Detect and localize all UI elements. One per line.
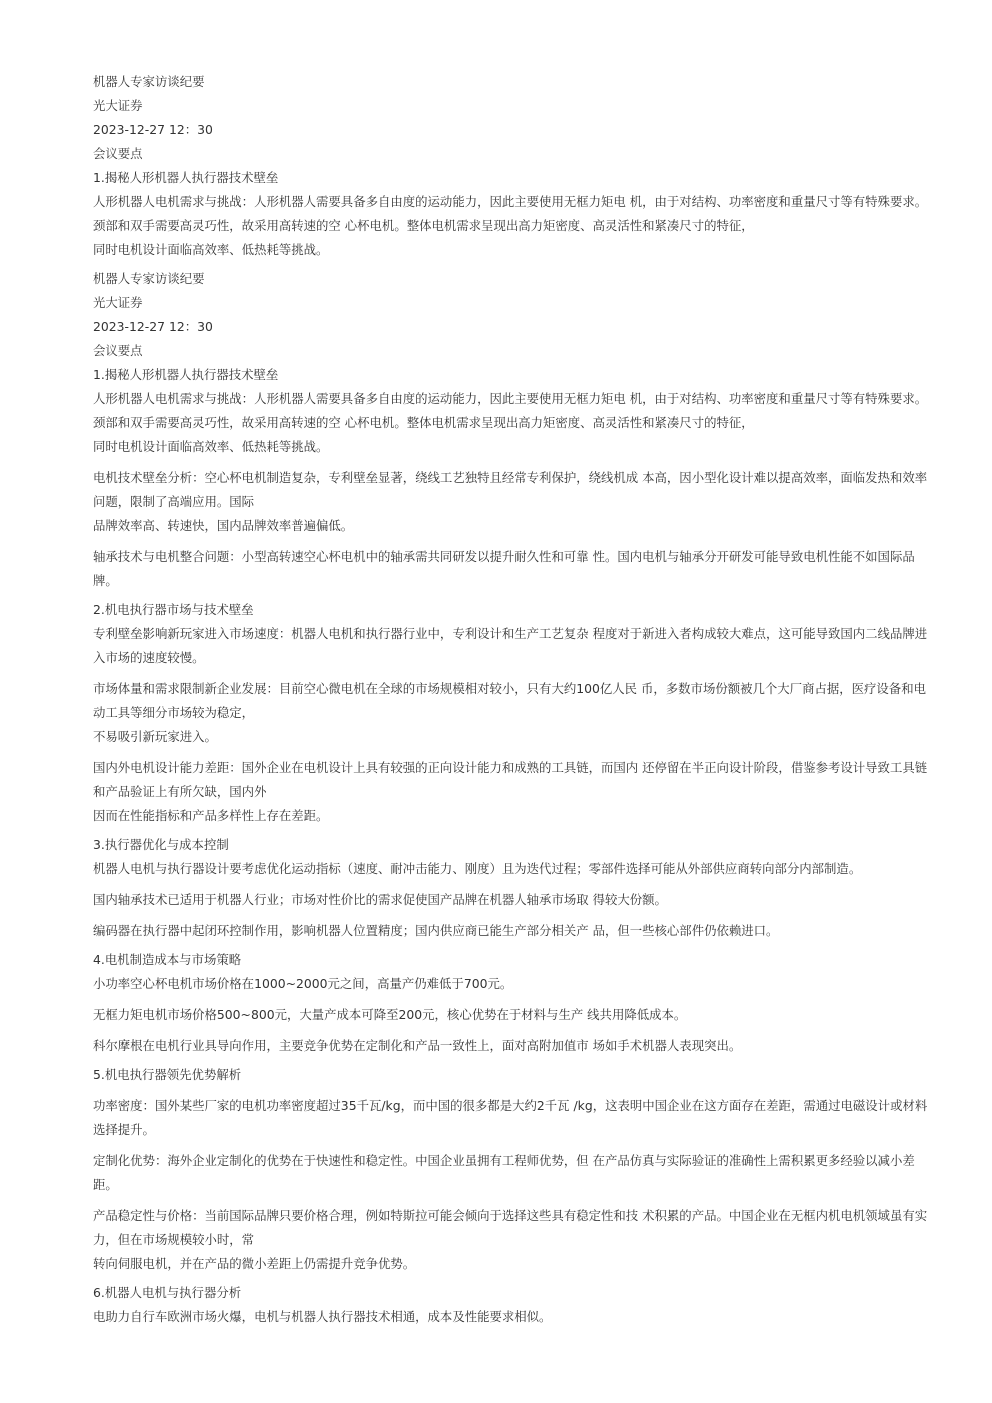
doc-title: 机器人专家访谈纪要: [93, 271, 205, 286]
paragraph: 定制化优势：海外企业定制化的优势在于快速性和稳定性。中国企业虽拥有工程师优势，但 在产品仿真与实际验证的准确性上需积累更多经验以减小差距。: [93, 1153, 915, 1192]
document-body: [93, 70, 938, 1329]
section-heading: 1.揭秘人形机器人执行器技术壁垒: [93, 367, 279, 382]
section-heading: 2.机电执行器市场与技术壁垒: [93, 602, 254, 617]
paragraph: 国内外电机设计能力差距：国外企业在电机设计上具有较强的正向设计能力和成熟的工具链，而国内 还停留在半正向设计阶段，借鉴参考设计导致工具链和产品验证上有所欠缺，国内外 因而在性能指标和产品多样性上存在差距。: [93, 760, 928, 823]
doc-org: 光大证券: [93, 98, 143, 113]
section-heading: 1.揭秘人形机器人执行器技术壁垒: [93, 170, 279, 185]
paragraph: 编码器在执行器中起闭环控制作用，影响机器人位置精度；国内供应商已能生产部分相关产 品，但一些核心部件仍依赖进口。: [93, 923, 779, 938]
paragraph: 轴承技术与电机整合问题：小型高转速空心杯电机中的轴承需共同研发以提升耐久性和可靠 性。国内电机与轴承分开研发可能导致电机性能不如国际品牌。: [93, 549, 915, 588]
section-heading: 5.机电执行器领先优势解析: [93, 1067, 242, 1082]
section-heading: 6.机器人电机与执行器分析: [93, 1285, 242, 1300]
paragraph: 市场体量和需求限制新企业发展：目前空心微电机在全球的市场规模相对较小，只有大约100亿人民 币，多数市场份额被几个大厂商占据，医疗设备和电动工具等细分市场较为稳定， 不易吸引新玩家进入。: [93, 681, 926, 744]
paragraph: 电助力自行车欧洲市场火爆，电机与机器人执行器技术相通，成本及性能要求相似。: [93, 1309, 552, 1324]
paragraph: 功率密度：国外某些厂家的电机功率密度超过35千瓦/kg，而中国的很多都是大约2千瓦 /kg，这表明中国企业在这方面存在差距，需通过电磁设计或材料选择提升。: [93, 1098, 928, 1137]
highlights-label: 会议要点: [93, 146, 143, 161]
paragraph: 产品稳定性与价格：当前国际品牌只要价格合理，例如特斯拉可能会倾向于选择这些具有稳定性和技 术积累的产品。中国企业在无框内机电机领域虽有实力，但在市场规模较小时，常 转向伺服电机，并在产品的微小差距上仍需提升竞争优势。: [93, 1208, 928, 1271]
doc-title: 机器人专家访谈纪要: [93, 74, 205, 89]
doc-datetime: 2023-12-27 12：30: [93, 319, 213, 334]
doc-datetime: 2023-12-27 12：30: [93, 122, 213, 137]
paragraph: 机器人电机与执行器设计要考虑优化运动指标（速度、耐冲击能力、刚度）且为迭代过程；零部件选择可能从外部供应商转向部分内部制造。: [93, 861, 862, 876]
paragraph: 专利壁垒影响新玩家进入市场速度：机器人电机和执行器行业中，专利设计和生产工艺复杂 程度对于新进入者构成较大难点，这可能导致国内二线品牌进入市场的速度较慢。: [93, 626, 928, 665]
paragraph: 小功率空心杯电机市场价格在1000~2000元之间，高量产仍难低于700元。: [93, 976, 513, 991]
paragraph: 国内轴承技术已适用于机器人行业；市场对性价比的需求促使国产品牌在机器人轴承市场取 得较大份额。: [93, 892, 667, 907]
paragraph: 人形机器人电机需求与挑战：人形机器人需要具备多自由度的运动能力，因此主要使用无框力矩电 机，由于对结构、功率密度和重量尺寸等有特殊要求。颈部和双手需要高灵巧性，故采用高转速的空 心杯电机。整体电机需求呈现出高力矩密度、高灵活性和紧凑尺寸的特征， 同时电机设计面临高效率、低热耗等挑战。: [93, 391, 928, 454]
paragraph: 科尔摩根在电机行业具导向作用，主要竞争优势在定制化和产品一致性上，面对高附加值市 场如手术机器人表现突出。: [93, 1038, 742, 1053]
paragraph: 无框力矩电机市场价格500~800元，大量产成本可降至200元，核心优势在于材料与生产 线共用降低成本。: [93, 1007, 687, 1022]
section-heading: 3.执行器优化与成本控制: [93, 837, 229, 852]
doc-org: 光大证券: [93, 295, 143, 310]
paragraph: 电机技术壁垒分析：空心杯电机制造复杂，专利壁垒显著，绕线工艺独特且经常专利保护，绕线机成 本高，因小型化设计难以提高效率，面临发热和效率问题，限制了高端应用。国际 品牌效率高、转速快，国内品牌效率普遍偏低。: [93, 470, 928, 533]
highlights-label: 会议要点: [93, 343, 143, 358]
paragraph: 人形机器人电机需求与挑战：人形机器人需要具备多自由度的运动能力，因此主要使用无框力矩电 机，由于对结构、功率密度和重量尺寸等有特殊要求。颈部和双手需要高灵巧性，故采用高转速的空 心杯电机。整体电机需求呈现出高力矩密度、高灵活性和紧凑尺寸的特征， 同时电机设计面临高效率、低热耗等挑战。: [93, 194, 928, 257]
section-heading: 4.电机制造成本与市场策略: [93, 952, 242, 967]
